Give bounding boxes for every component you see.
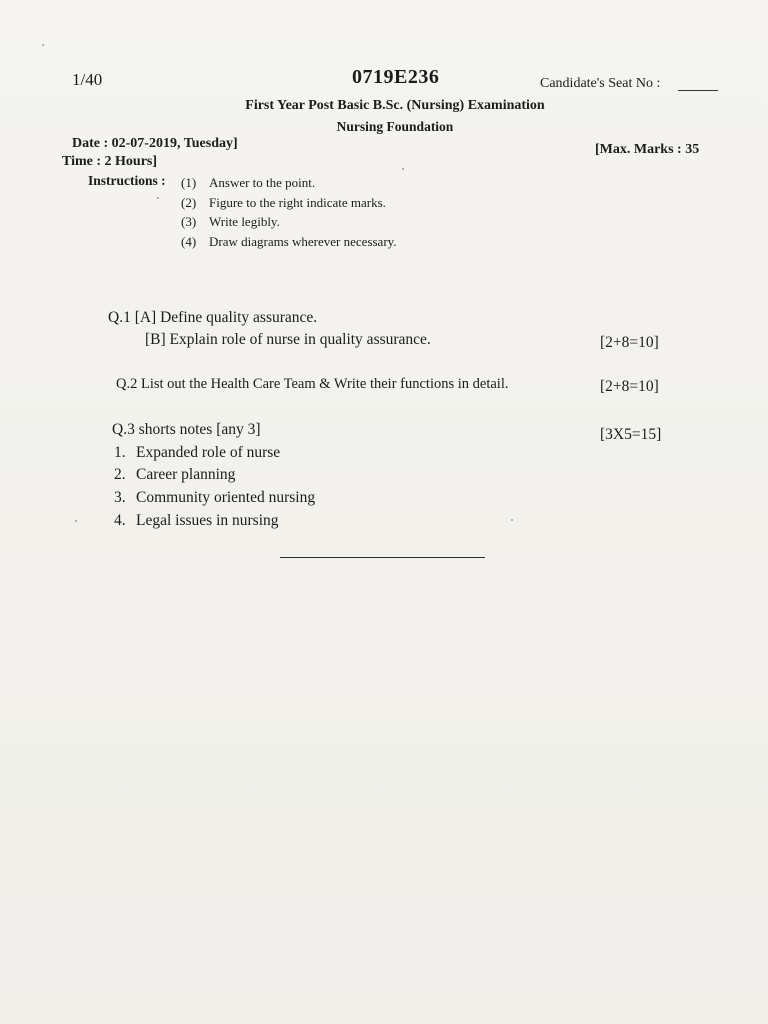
scan-speck xyxy=(402,168,404,170)
paper-code: 0719E236 xyxy=(352,66,440,88)
exam-title: First Year Post Basic B.Sc. (Nursing) Examination xyxy=(245,98,545,113)
seat-number-blank xyxy=(678,90,718,91)
exam-date: Date : 02-07-2019, Tuesday] xyxy=(72,136,238,151)
instruction-text: Write legibly. xyxy=(209,214,280,229)
question-2-marks: [2+8=10] xyxy=(600,378,659,395)
instructions-label: Instructions : xyxy=(88,173,166,188)
scan-speck xyxy=(42,44,44,46)
short-note-topic: Career planning xyxy=(136,466,236,483)
short-note-number: 4. xyxy=(114,512,126,529)
page-number: 1/40 xyxy=(72,70,103,89)
instruction-number: (3) xyxy=(181,214,197,229)
question-1-part-a: Q.1 [A] Define quality assurance. xyxy=(108,309,318,326)
instruction-number: (2) xyxy=(181,195,197,210)
short-note-number: 3. xyxy=(114,489,126,506)
short-note-topic: Legal issues in nursing xyxy=(136,512,279,529)
scan-speck xyxy=(75,520,77,522)
short-note-number: 1. xyxy=(114,444,126,461)
short-note-topic: Community oriented nursing xyxy=(136,489,316,506)
instruction-text: Answer to the point. xyxy=(209,175,316,190)
instruction-text: Draw diagrams wherever necessary. xyxy=(209,234,397,249)
max-marks: [Max. Marks : 35 xyxy=(595,142,700,157)
short-note-topic: Expanded role of nurse xyxy=(136,444,281,461)
scan-speck xyxy=(157,197,159,199)
exam-time: Time : 2 Hours] xyxy=(62,154,158,169)
instruction-number: (1) xyxy=(181,175,197,190)
question-3: Q.3 shorts notes [any 3] xyxy=(112,421,261,438)
scan-speck xyxy=(511,519,513,521)
question-3-marks: [3X5=15] xyxy=(600,426,662,443)
short-note-number: 2. xyxy=(114,466,126,483)
instruction-number: (4) xyxy=(181,234,197,249)
question-1-part-b: [B] Explain role of nurse in quality assurance. xyxy=(145,331,431,348)
seat-number-label: Candidate's Seat No : xyxy=(540,76,661,91)
subject-title: Nursing Foundation xyxy=(336,119,454,134)
end-of-paper-rule xyxy=(280,557,485,558)
question-2: Q.2 List out the Health Care Team & Write their functions in detail. xyxy=(116,376,509,392)
question-1-marks: [2+8=10] xyxy=(600,334,659,351)
instruction-text: Figure to the right indicate marks. xyxy=(209,195,386,210)
